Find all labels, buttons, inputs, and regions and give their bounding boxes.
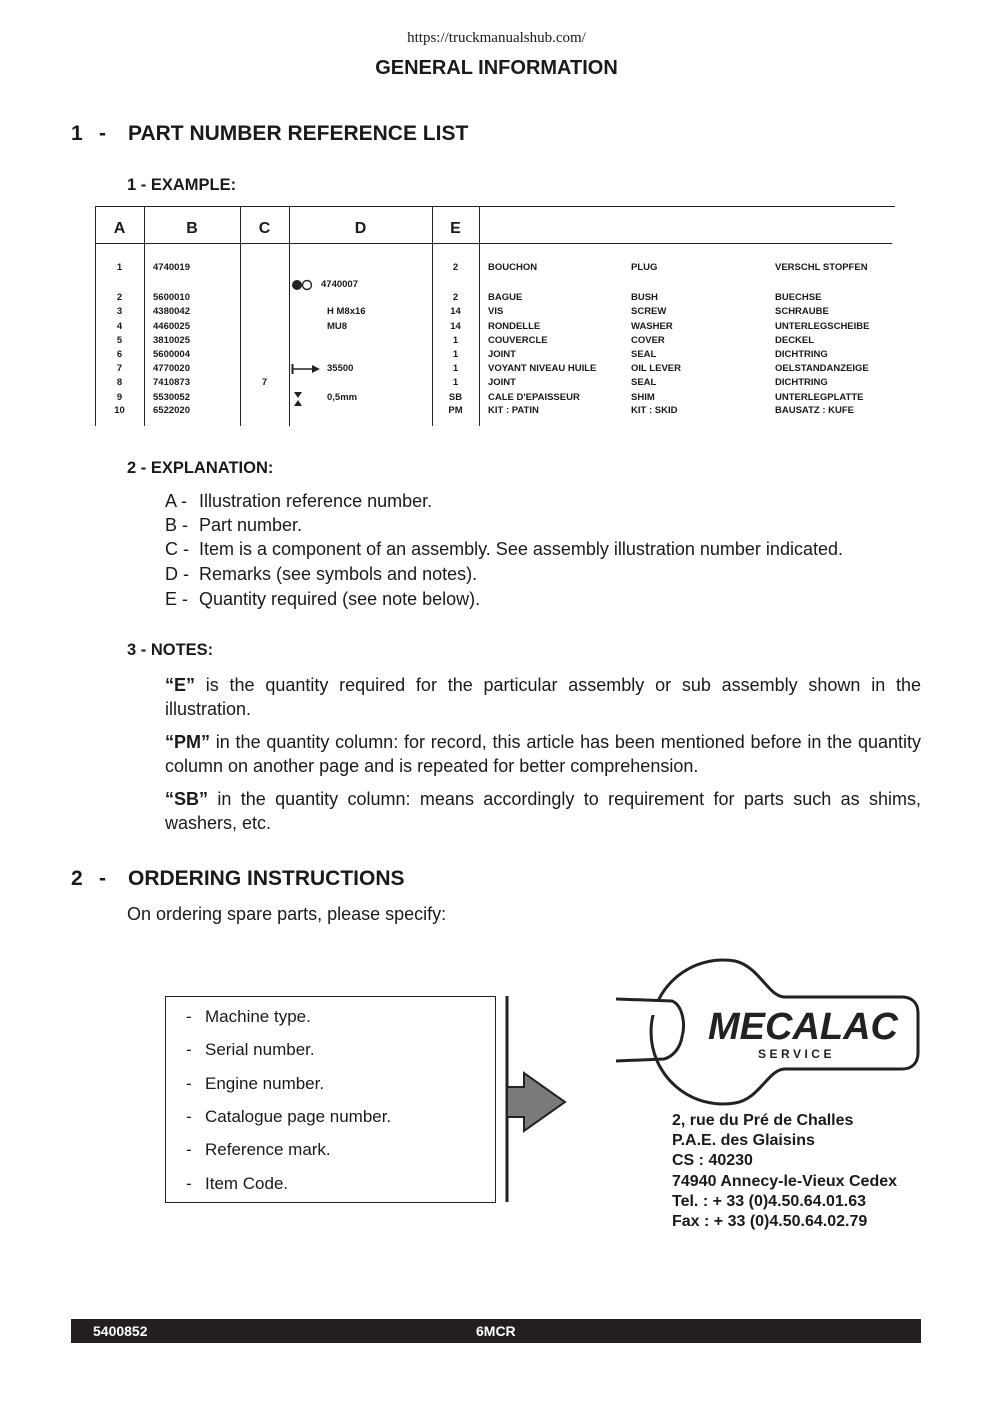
- table-cell-d: MU8: [327, 321, 348, 332]
- table-cell-de: UNTERLEGPLATTE: [775, 392, 864, 403]
- bullet-dash: -: [186, 1040, 192, 1059]
- table-cell-en: WASHER: [631, 321, 673, 332]
- bullet-dash: -: [186, 1007, 192, 1026]
- table-cell-a: 10: [114, 405, 125, 416]
- column-header-d: D: [354, 220, 367, 237]
- table-cell-fr: KIT : PATIN: [488, 405, 539, 416]
- table-top-rule: [95, 206, 895, 207]
- address-line: 74940 Annecy-le-Vieux Cedex: [672, 1172, 898, 1190]
- logo-service-text: SERVICE: [758, 1047, 835, 1061]
- table-cell-de: SCHRAUBE: [775, 306, 829, 317]
- table-cell-en: OIL LEVER: [631, 363, 681, 374]
- bullet-dash: -: [186, 1140, 192, 1159]
- footer-model: 6MCR: [476, 1323, 516, 1339]
- explanation-text: Item is a component of an assembly. See assembly illustration number indicated.: [199, 539, 843, 559]
- table-cell-de: DICHTRING: [775, 377, 828, 388]
- table-cell-d: 35500: [327, 363, 354, 374]
- table-cell-fr: VOYANT NIVEAU HUILE: [488, 363, 597, 374]
- footer-doc-number: 5400852: [93, 1323, 148, 1339]
- note-term: “PM”: [165, 732, 210, 752]
- table-cell-a: 3: [116, 306, 123, 317]
- checklist-item-text: Reference mark.: [205, 1140, 331, 1159]
- explanation-key: E -: [165, 589, 189, 609]
- table-cell-fr: CALE D'EPAISSEUR: [488, 392, 580, 403]
- table-cell-de: VERSCHL STOPFEN: [775, 262, 868, 273]
- phone-line: Tel. : + 33 (0)4.50.64.01.63: [672, 1192, 867, 1210]
- table-cell-en: KIT : SKID: [631, 405, 678, 416]
- note-term: “E”: [165, 675, 196, 695]
- explanation-text: Part number.: [199, 515, 303, 535]
- table-cell-fr: JOINT: [488, 377, 516, 388]
- bullet-dash: -: [186, 1074, 192, 1093]
- table-cell-a: 1: [116, 262, 123, 273]
- checklist-item: [186, 1040, 315, 1060]
- table-cell-de: OELSTANDANZEIGE: [775, 363, 869, 374]
- explanation-item: [165, 515, 302, 536]
- table-cell-fr: JOINT: [488, 349, 516, 360]
- explanation-text: Illustration reference number.: [199, 491, 433, 511]
- page-title: GENERAL INFORMATION: [375, 57, 618, 79]
- checklist-item-text: Machine type.: [205, 1007, 311, 1026]
- explanation-heading: 2 - EXPLANATION:: [127, 459, 274, 477]
- table-cell-e: 14: [450, 321, 461, 332]
- checklist-item: [186, 1074, 324, 1094]
- section-1-dash: -: [99, 122, 106, 145]
- bullet-dash: -: [186, 1174, 192, 1193]
- section-2-dash: -: [99, 867, 106, 890]
- table-cell-a: 8: [116, 377, 123, 388]
- table-cell-fr: COUVERCLE: [488, 335, 548, 346]
- explanation-key: A -: [165, 491, 188, 511]
- table-cell-e: 1: [452, 335, 459, 346]
- table-cell-de: DECKEL: [775, 335, 815, 346]
- table-cell-a: 9: [116, 392, 123, 403]
- table-cell-a: 4: [116, 321, 123, 332]
- column-header-a: A: [113, 220, 126, 237]
- section-2-heading: [71, 867, 871, 895]
- table-cell-b: 5600010: [153, 292, 190, 303]
- note-paragraph: [165, 673, 921, 721]
- note-text: in the quantity column: means accordingly to requirement for parts such as shims, washers, etc.: [165, 789, 921, 833]
- table-cell-e: 2: [452, 292, 459, 303]
- table-cell-de: BUECHSE: [775, 292, 822, 303]
- thickness-symbol-icon: [293, 391, 303, 407]
- checklist-item: [186, 1107, 391, 1127]
- table-cell-e: PM: [448, 405, 463, 416]
- source-url: https://truckmanualshub.com/: [407, 30, 586, 46]
- table-cell-a: 6: [116, 349, 123, 360]
- section-2-number: 2: [71, 867, 83, 890]
- col-divider: [479, 206, 480, 426]
- address-line: CS : 40230: [672, 1152, 753, 1170]
- ordering-checklist-box: [165, 996, 496, 1203]
- address-block: [672, 1111, 897, 1232]
- table-cell-d: 4740007: [321, 279, 358, 290]
- table-cell-de: BAUSATZ : KUFE: [775, 405, 854, 416]
- footer-bar: [71, 1319, 921, 1343]
- table-cell-de: DICHTRING: [775, 349, 828, 360]
- table-cell-e: 2: [452, 262, 459, 273]
- col-divider: [240, 206, 241, 426]
- table-cell-e: 1: [452, 363, 459, 374]
- table-cell-en: BUSH: [631, 292, 658, 303]
- col-divider: [289, 206, 290, 426]
- note-paragraph: [165, 787, 921, 835]
- explanation-item: [165, 589, 480, 610]
- checklist-item: [186, 1174, 288, 1194]
- checklist-item-text: Item Code.: [205, 1174, 289, 1193]
- explanation-key: D -: [165, 564, 189, 584]
- column-header-c: C: [258, 220, 271, 237]
- table-cell-b: 4380042: [153, 306, 190, 317]
- explanation-key: C -: [165, 539, 189, 559]
- explanation-text: Quantity required (see note below).: [199, 589, 481, 609]
- example-heading: 1 - EXAMPLE:: [127, 176, 237, 194]
- mecalac-service-logo: [610, 957, 920, 1107]
- table-cell-d: H M8x16: [327, 306, 366, 317]
- table-cell-e: 1: [452, 377, 459, 388]
- table-cell-en: SCREW: [631, 306, 667, 317]
- table-cell-d: 0,5mm: [327, 392, 358, 403]
- column-header-b: B: [186, 220, 198, 237]
- table-cell-fr: BAGUE: [488, 292, 523, 303]
- address-line: P.A.E. des Glaisins: [672, 1132, 815, 1150]
- table-cell-e: 1: [452, 349, 459, 360]
- explanation-item: [165, 564, 477, 585]
- table-cell-fr: RONDELLE: [488, 321, 541, 332]
- table-cell-a: 2: [116, 292, 123, 303]
- checklist-item-text: Catalogue page number.: [205, 1107, 392, 1126]
- checklist-item-text: Serial number.: [205, 1040, 315, 1059]
- table-cell-e: 14: [450, 306, 461, 317]
- section-1-number: 1: [71, 122, 83, 145]
- checklist-item: [186, 1007, 311, 1027]
- table-cell-b: 4770020: [153, 363, 190, 374]
- table-cell-en: SEAL: [631, 349, 657, 360]
- example-table: [95, 206, 895, 426]
- table-cell-b: 4460025: [153, 321, 190, 332]
- table-cell-b: 5600004: [153, 349, 190, 360]
- notes-heading: 3 - NOTES:: [127, 641, 214, 659]
- assembly-symbol-icon: [291, 278, 315, 292]
- note-term: “SB”: [165, 789, 209, 809]
- explanation-text: Remarks (see symbols and notes).: [199, 564, 478, 584]
- table-cell-fr: VIS: [488, 306, 504, 317]
- table-header-rule: [95, 243, 892, 244]
- explanation-key: B -: [165, 515, 189, 535]
- table-cell-b: 3810025: [153, 335, 190, 346]
- table-cell-b: 6522020: [153, 405, 190, 416]
- section-1-title: PART NUMBER REFERENCE LIST: [128, 122, 469, 145]
- table-cell-b: 5530052: [153, 392, 190, 403]
- table-cell-fr: BOUCHON: [488, 262, 538, 273]
- reference-arrow-icon: [291, 362, 321, 376]
- note-paragraph: [165, 730, 921, 778]
- table-cell-en: SHIM: [631, 392, 655, 403]
- col-divider: [144, 206, 145, 426]
- ordering-intro: On ordering spare parts, please specify:: [127, 904, 447, 924]
- fax-line: Fax : + 33 (0)4.50.64.02.79: [672, 1213, 868, 1231]
- column-header-e: E: [450, 220, 461, 237]
- table-cell-en: PLUG: [631, 262, 658, 273]
- checklist-item-text: Engine number.: [205, 1074, 325, 1093]
- table-cell-a: 7: [116, 363, 123, 374]
- table-cell-en: COVER: [631, 335, 665, 346]
- note-text: is the quantity required for the particular assembly or sub assembly shown in the illustration.: [165, 675, 921, 719]
- table-cell-a: 5: [116, 335, 123, 346]
- table-cell-c: 7: [261, 377, 268, 388]
- section-2-title: ORDERING INSTRUCTIONS: [128, 867, 405, 890]
- logo-brand-text: MECALAC: [708, 1006, 898, 1048]
- table-cell-de: UNTERLEGSCHEIBE: [775, 321, 870, 332]
- checklist-item: [186, 1140, 331, 1160]
- table-cell-en: SEAL: [631, 377, 657, 388]
- table-cell-b: 7410873: [153, 377, 190, 388]
- section-1-heading: [71, 122, 871, 150]
- note-text: in the quantity column: for record, this article has been mentioned before in the quantity column on another page and is repeated for better comprehension.: [165, 732, 921, 776]
- table-cell-e: SB: [448, 392, 463, 403]
- bullet-dash: -: [186, 1107, 192, 1126]
- table-cell-b: 4740019: [153, 262, 190, 273]
- address-line: 2, rue du Pré de Challes: [672, 1112, 854, 1129]
- explanation-item: [165, 539, 843, 560]
- explanation-item: [165, 491, 432, 512]
- arrow-right-icon: [503, 994, 571, 1204]
